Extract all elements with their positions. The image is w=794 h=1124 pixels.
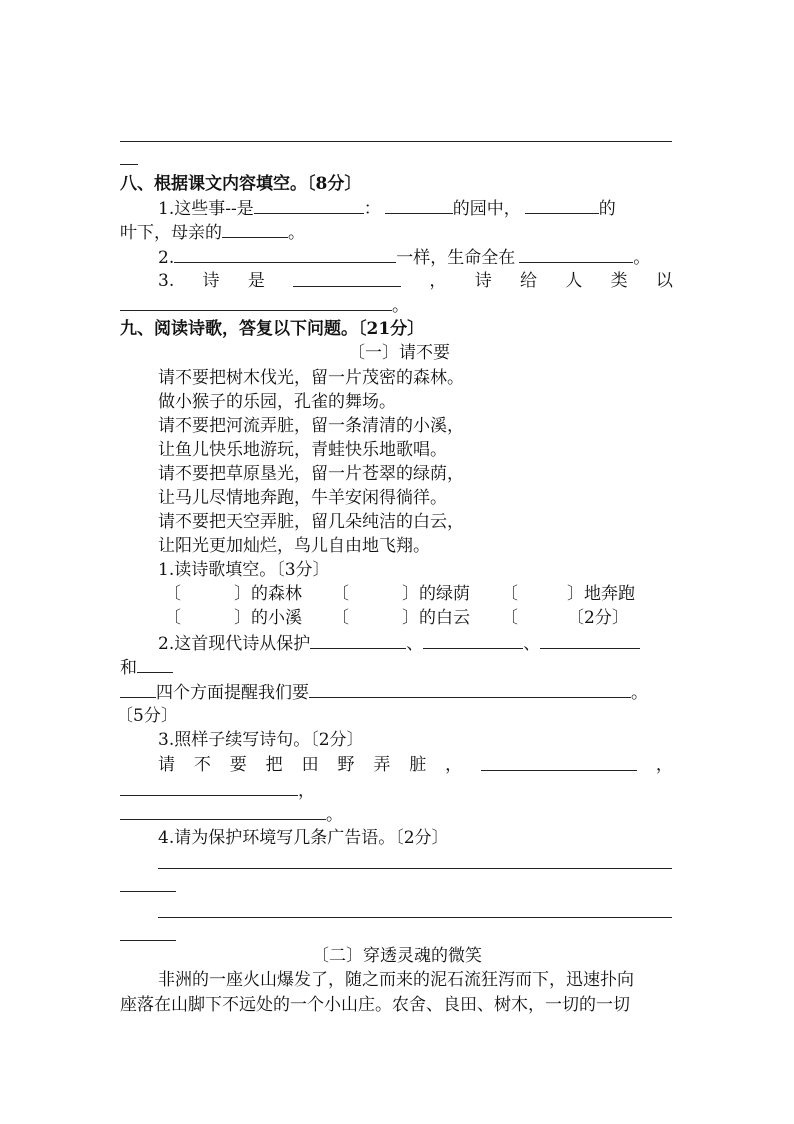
question-text: 。 bbox=[288, 223, 305, 243]
bracket-answer[interactable] bbox=[521, 606, 565, 628]
question-line bbox=[158, 245, 650, 270]
question-token: 诗 bbox=[202, 271, 220, 291]
bracket-open: 〔 bbox=[501, 584, 518, 604]
question-token: ， bbox=[429, 271, 447, 291]
question-text: ， bbox=[298, 781, 315, 801]
poem-line: 请不要把树木伐光，留一片茂密的森林。 bbox=[158, 368, 464, 388]
story-title: 〔二〕穿透灵魂的微笑 bbox=[312, 946, 482, 966]
poem-line: 做小猴子的乐园，孔雀的舞场。 bbox=[158, 392, 396, 412]
question-line bbox=[158, 196, 616, 221]
question-text: 叶下，母亲的 bbox=[120, 223, 222, 243]
bracket-answer[interactable] bbox=[184, 582, 232, 604]
answer-blank[interactable] bbox=[120, 680, 156, 698]
bracket-close-label: 〕的绿荫 bbox=[402, 584, 470, 604]
question-token: 类 bbox=[610, 271, 628, 291]
question-text: 1.这些事--是 bbox=[158, 199, 254, 219]
bracket-open: 〔 bbox=[332, 584, 349, 604]
question-text: 。 bbox=[633, 248, 651, 268]
points-label: 〔2分〕 bbox=[567, 608, 629, 628]
question-line bbox=[120, 655, 173, 680]
question-label: 1.读诗歌填空。〔3分〕 bbox=[158, 560, 330, 580]
question-text: 2.这首现代诗从保护 bbox=[158, 634, 311, 654]
poem-title: 〔一〕请不要 bbox=[348, 343, 450, 363]
question-token: 请 bbox=[158, 755, 175, 775]
question-token: 以 bbox=[655, 271, 673, 291]
answer-blank[interactable] bbox=[120, 802, 326, 820]
answer-blank[interactable] bbox=[120, 293, 392, 311]
poem-line: 请不要把草原垦光，留一片苍翠的绿荫， bbox=[158, 464, 464, 484]
answer-blank[interactable] bbox=[120, 778, 298, 796]
story-line: 非洲的一座火山爆发了，随之而来的泥石流狂泻而下，迅速扑向 bbox=[158, 970, 634, 990]
bracket-close-label: 〕的白云 bbox=[402, 608, 470, 628]
answer-blank[interactable] bbox=[481, 753, 637, 771]
answer-blank[interactable] bbox=[519, 245, 633, 263]
answer-blank[interactable] bbox=[254, 196, 364, 214]
question-text: 和 bbox=[120, 658, 137, 678]
question-text: 的园中， bbox=[452, 199, 521, 219]
question-label: 3.照样子续写诗句。〔2分〕 bbox=[158, 730, 364, 750]
bracket-answer[interactable] bbox=[352, 606, 400, 628]
question-token: 弄 bbox=[373, 755, 391, 775]
question-line bbox=[120, 680, 648, 705]
question-text: 。 bbox=[326, 805, 343, 825]
question-token: 脏 bbox=[409, 755, 427, 775]
question-text: ： bbox=[363, 199, 381, 219]
question-token: ， bbox=[445, 755, 463, 775]
question-text: 。 bbox=[392, 296, 409, 316]
answer-line[interactable] bbox=[158, 868, 672, 869]
question-line bbox=[158, 269, 673, 293]
answer-blank[interactable] bbox=[423, 631, 523, 649]
answer-blank[interactable] bbox=[174, 245, 396, 263]
section-heading: 八、根据课文内容填空。〔8分〕 bbox=[120, 174, 362, 194]
answer-line bbox=[120, 164, 138, 165]
points-label: 〔5分〕 bbox=[116, 706, 178, 726]
bracket-answer[interactable] bbox=[521, 582, 565, 604]
answer-line[interactable] bbox=[120, 940, 176, 941]
bracket-answer[interactable] bbox=[352, 582, 400, 604]
poem-line: 让鱼儿快乐地游玩，青蛙快乐地歌唱。 bbox=[158, 440, 447, 460]
question-text: 的 bbox=[598, 199, 616, 219]
question-token: 给 bbox=[520, 271, 538, 291]
answer-line[interactable] bbox=[120, 891, 176, 892]
answer-blank[interactable] bbox=[293, 269, 401, 287]
question-text: 。 bbox=[631, 683, 648, 703]
answer-blank[interactable] bbox=[310, 631, 406, 649]
bracket-close-label: 〕的森林 bbox=[234, 584, 302, 604]
question-token: 不 bbox=[193, 755, 211, 775]
poem-line: 请不要把河流弄脏，留一条清清的小溪， bbox=[158, 416, 464, 436]
answer-blank[interactable] bbox=[525, 196, 599, 214]
story-line: 座落在山脚下不远处的一个小山庄。农舍、良田、树木，一切的一切 bbox=[120, 995, 630, 1015]
bracket-open: 〔 bbox=[501, 608, 518, 628]
answer-blank[interactable] bbox=[137, 655, 173, 673]
question-token: 人 bbox=[565, 271, 583, 291]
question-line bbox=[158, 753, 673, 777]
bracket-open: 〔 bbox=[164, 584, 181, 604]
question-token: 田 bbox=[301, 755, 319, 775]
answer-blank[interactable] bbox=[540, 631, 640, 649]
answer-line[interactable] bbox=[158, 917, 672, 918]
bracket-open: 〔 bbox=[164, 608, 181, 628]
poem-line: 让阳光更加灿烂，鸟儿自由地飞翔。 bbox=[158, 536, 430, 556]
question-token: 诗 bbox=[474, 271, 492, 291]
question-token: 把 bbox=[265, 755, 283, 775]
bracket-answer[interactable] bbox=[184, 606, 232, 628]
bracket-close-label: 〕地奔跑 bbox=[567, 584, 635, 604]
question-token: 3. bbox=[158, 271, 175, 291]
question-line bbox=[158, 631, 640, 656]
question-text: 、 bbox=[523, 634, 541, 654]
answer-line bbox=[120, 141, 672, 142]
question-line bbox=[120, 293, 409, 318]
question-token: ， bbox=[655, 755, 673, 775]
question-label: 4.请为保护环境写几条广告语。〔2分〕 bbox=[158, 828, 449, 848]
poem-line: 让马儿尽情地奔跑，牛羊安闲得徜徉。 bbox=[158, 488, 447, 508]
section-heading: 九、阅读诗歌，答复以下问题。〔21分〕 bbox=[120, 319, 425, 339]
question-text: 四个方面提醒我们要 bbox=[156, 683, 309, 703]
question-text: 一样，生命全在 bbox=[396, 248, 516, 268]
question-text: 、 bbox=[406, 634, 424, 654]
question-text: 2. bbox=[158, 248, 175, 268]
answer-blank[interactable] bbox=[385, 196, 453, 214]
question-token: 是 bbox=[247, 271, 265, 291]
poem-line: 请不要把天空弄脏，留几朵纯洁的白云， bbox=[158, 512, 464, 532]
answer-blank[interactable] bbox=[309, 680, 631, 698]
answer-blank[interactable] bbox=[222, 220, 288, 238]
bracket-open: 〔 bbox=[332, 608, 349, 628]
question-line bbox=[120, 802, 343, 827]
question-line bbox=[120, 220, 305, 245]
bracket-close-label: 〕的小溪 bbox=[234, 608, 302, 628]
question-line bbox=[120, 778, 315, 803]
question-token: 要 bbox=[229, 755, 247, 775]
question-token: 野 bbox=[337, 755, 355, 775]
